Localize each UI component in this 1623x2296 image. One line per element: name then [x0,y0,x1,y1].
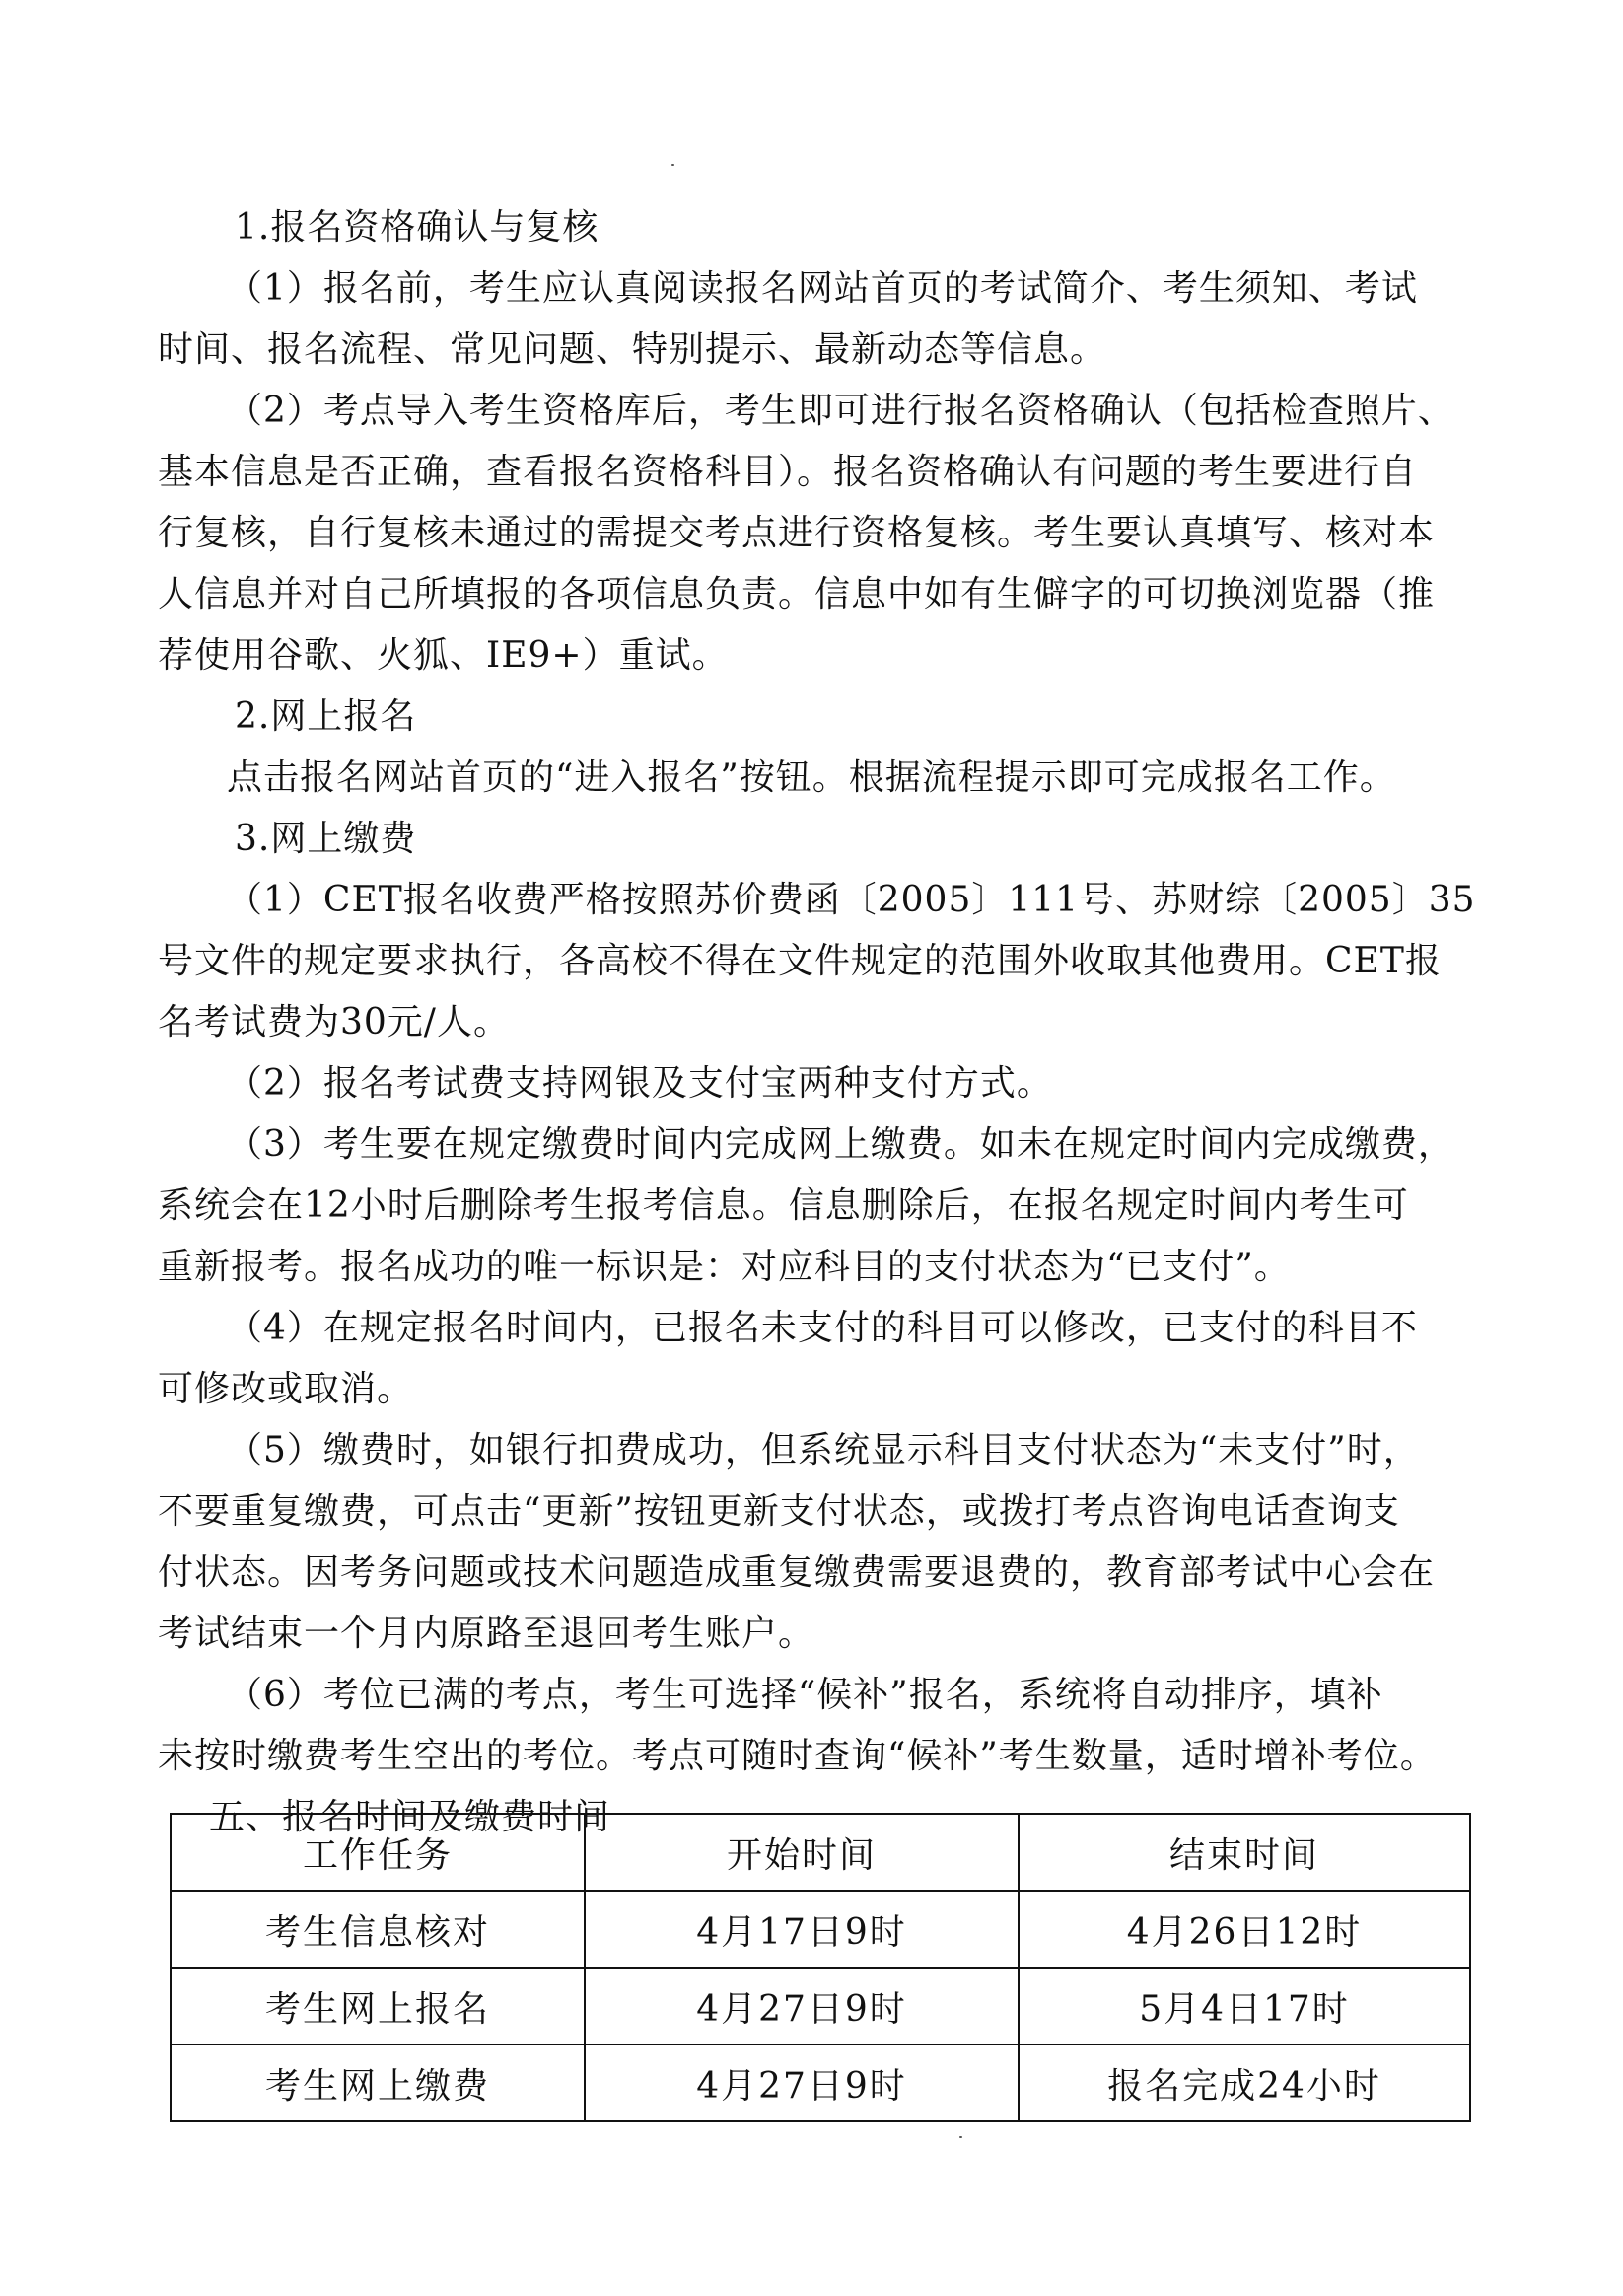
paragraph-line: 基本信息是否正确，查看报名资格科目）。报名资格确认有问题的考生要进行自 [158,452,1418,492]
paragraph-line: （5）缴费时，如银行扣费成功，但系统显示科目支付状态为“未支付”时， [227,1430,1420,1471]
table-row [171,1968,1470,2045]
paragraph-line: （3）考生要在规定缴费时间内完成网上缴费。如未在规定时间内完成缴费， [227,1124,1454,1165]
header-start-time: 开始时间 [585,1814,1019,1891]
start-time-cell: 4月27日9时 [585,2045,1019,2121]
end-time-cell: 5月4日17时 [1019,1968,1470,2045]
paragraph-line: 人信息并对自己所填报的各项信息负责。信息中如有生僻字的可切换浏览器（推 [158,574,1436,614]
paragraph-line: （2）报名考试费支持网银及支付宝两种支付方式。 [227,1063,1053,1104]
scan-speck [959,2136,962,2138]
schedule-table [170,1813,1471,2122]
scan-speck [671,164,674,166]
end-time-cell: 4月26日12时 [1019,1891,1470,1968]
paragraph-line: 行复核，自行复核未通过的需提交考点进行资格复核。考生要认真填写、核对本 [158,513,1436,553]
schedule-table-container [170,1813,1469,2122]
paragraph-line: （6）考位已满的考点，考生可选择“候补”报名，系统将自动排序，填补 [227,1675,1383,1715]
task-cell: 考生网上缴费 [171,2045,585,2121]
section-heading-online-registration: 2.网上报名 [235,696,417,737]
paragraph-line: 未按时缴费考生空出的考位。考点可随时查询“候补”考生数量，适时增补考位。 [158,1736,1437,1776]
paragraph-line: 名考试费为30元/人。 [158,1002,510,1042]
section-heading-online-payment: 3.网上缴费 [235,819,417,859]
paragraph-line: 不要重复缴费，可点击“更新”按钮更新支付状态，或拨打考点咨询电话查询支 [158,1491,1400,1532]
start-time-cell: 4月27日9时 [585,1968,1019,2045]
paragraph-line: 考试结束一个月内原路至退回考生账户。 [158,1614,815,1654]
paragraph-line: （1）报名前，考生应认真阅读报名网站首页的考试简介、考生须知、考试 [227,268,1418,309]
table-row [171,1891,1470,1968]
paragraph-line: （1）CET报名收费严格按照苏价费函〔2005〕111号、苏财综〔2005〕35 [227,880,1476,920]
paragraph-line: 重新报考。报名成功的唯一标识是：对应科目的支付状态为“已支付”。 [158,1247,1291,1287]
paragraph-line: （2）考点导入考生资格库后，考生即可进行报名资格确认（包括检查照片、 [227,391,1454,431]
start-time-cell: 4月17日9时 [585,1891,1019,1968]
paragraph-line: 时间、报名流程、常见问题、特别提示、最新动态等信息。 [158,329,1107,370]
paragraph-line: （4）在规定报名时间内，已报名未支付的科目可以修改，已支付的科目不 [227,1308,1418,1348]
paragraph-line: 付状态。因考务问题或技术问题造成重复缴费需要退费的，教育部考试中心会在 [158,1552,1436,1593]
paragraph-line: 荐使用谷歌、火狐、IE9+）重试。 [158,635,729,676]
body-text [158,197,1499,1848]
section-heading-eligibility: 1.报名资格确认与复核 [235,207,600,248]
task-cell: 考生信息核对 [171,1891,585,1968]
header-task: 工作任务 [171,1814,585,1891]
paragraph-line: 号文件的规定要求执行，各高校不得在文件规定的范围外收取其他费用。CET报 [158,941,1442,981]
header-end-time: 结束时间 [1019,1814,1470,1891]
task-cell: 考生网上报名 [171,1968,585,2045]
paragraph-line: 点击报名网站首页的“进入报名”按钮。根据流程提示即可完成报名工作。 [227,757,1396,798]
end-time-cell: 报名完成24小时 [1019,2045,1470,2121]
table-header-row [171,1814,1470,1891]
section-heading-schedule: 五、报名时间及缴费时间 [209,1797,611,1837]
paragraph-line: 系统会在12小时后删除考生报考信息。信息删除后，在报名规定时间内考生可 [158,1185,1409,1226]
paragraph-line: 可修改或取消。 [158,1369,414,1409]
table-row [171,2045,1470,2121]
